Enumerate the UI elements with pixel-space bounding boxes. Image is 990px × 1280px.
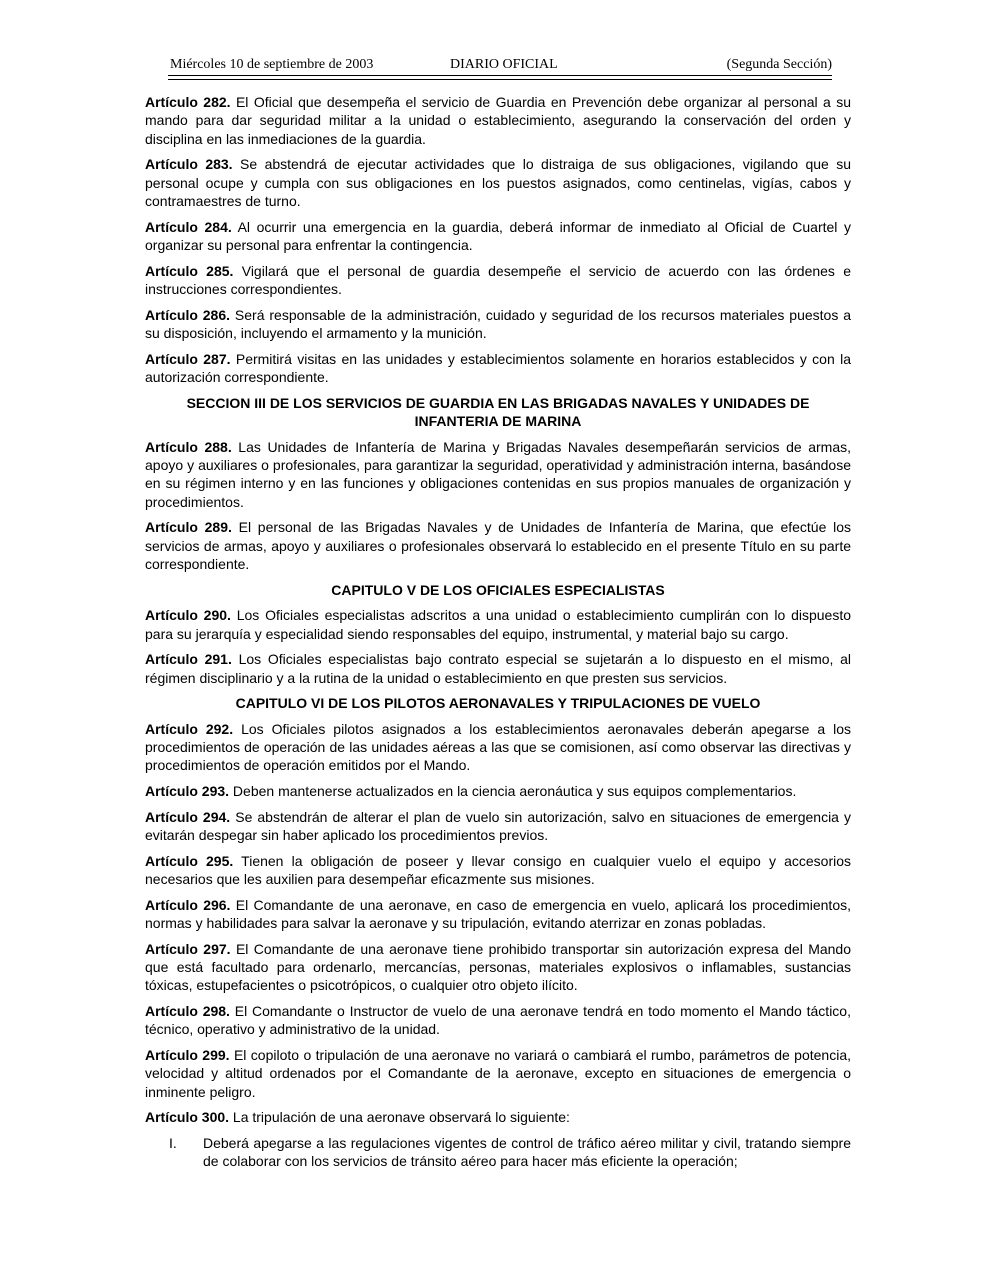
article-text: Se abstendrán de alterar el plan de vuelo sin autorización, salvo en situaciones de emergencia y evitarán despegar sin haber aplicado los procedimientos previos.: [145, 808, 852, 844]
article-number: Artículo 300.: [145, 1109, 230, 1126]
article-number: Artículo 296.: [145, 896, 231, 913]
article-number: Artículo 293.: [145, 783, 230, 800]
article-number: Artículo 299.: [145, 1047, 230, 1064]
article-number: Artículo 282.: [145, 94, 231, 110]
article-text: Los Oficiales especialistas adscritos a una unidad o establecimiento cumplirán con lo dispuesto para su jerarquía y especialidad siendo responsables del equipo, instrumental, y material bajo su cargo.: [145, 607, 851, 642]
article-text: Será responsable de la administración, cuidado y seguridad de los recursos materiales puestos a su disposición, incluyendo el armamento y la munición.: [145, 306, 851, 342]
article-text: La tripulación de una aeronave observará lo siguiente:: [232, 1109, 570, 1126]
list-marker: I.: [169, 1135, 177, 1152]
article-300-list: [145, 1134, 851, 1171]
document-body: [145, 93, 851, 1171]
header-section: (Segunda Sección): [726, 57, 832, 72]
article-number: Artículo 294.: [145, 808, 231, 825]
article-number: Artículo 295.: [145, 852, 234, 869]
article-293: [145, 782, 851, 800]
article-number: Artículo 291.: [145, 651, 232, 668]
article-300: [145, 1108, 851, 1126]
article-text: Los Oficiales pilotos asignados a los establecimientos aeronavales deberán apegarse a los procedimientos de operación de las unidades aéreas a las que se comisionen, así como observar las directivas y procedimientos de operación emitidos por el Mando.: [145, 720, 852, 774]
articles-group-d: [145, 720, 851, 1127]
article-296: [145, 896, 851, 933]
chapter-5-heading: CAPITULO V DE LOS OFICIALES ESPECIALISTAS: [331, 581, 665, 598]
article-text: Al ocurrir una emergencia en la guardia, deberá informar de inmediato al Oficial de Cuartel y organizar su personal para enfrentar la contingencia.: [145, 218, 852, 254]
article-number: Artículo 292.: [145, 720, 234, 737]
article-text: El Comandante o Instructor de vuelo de una aeronave tendrá en todo momento el Mando táctico, técnico, operativo y administrativo de la unidad.: [145, 1003, 851, 1038]
article-number: Artículo 298.: [145, 1003, 230, 1020]
header-publication: DIARIO OFICIAL: [450, 57, 558, 72]
list-item-text: Deberá apegarse a las regulaciones vigentes de control de tráfico aéreo militar y civil, tratando siempre de colaborar con los servicios de tránsito aéreo para hacer más eficiente la operación;: [203, 1135, 851, 1170]
article-text: El personal de las Brigadas Navales y de Unidades de Infantería de Marina, que efectúe los servicios de armas, apoyo y auxiliares o profesionales observará lo establecido en el presente Título en su parte correspondiente.: [145, 519, 852, 573]
article-text: Tienen la obligación de poseer y llevar consigo en cualquier vuelo el equipo y accesorios necesarios que les auxilien para desempeñar eficazmente sus misiones.: [145, 852, 852, 888]
article-295: [145, 852, 851, 889]
article-number: Artículo 285.: [145, 262, 234, 279]
chapter-6-heading: CAPITULO VI DE LOS PILOTOS AERONAVALES Y TRIPULACIONES DE VUELO: [235, 695, 761, 712]
article-291: [145, 650, 851, 687]
article-text: El Oficial que desempeña el servicio de Guardia en Prevención debe organizar al personal a su mando para dar seguridad militar a la unidad o establecimiento, asegurando la conservación del orden y disciplina en las inmediaciones de la guardia.: [145, 94, 851, 147]
article-number: Artículo 284.: [145, 218, 232, 235]
article-297: [145, 940, 851, 995]
article-299: [145, 1046, 851, 1101]
article-number: Artículo 288.: [145, 438, 232, 455]
articles-group-b: [145, 438, 851, 574]
article-number: Artículo 287.: [145, 350, 231, 367]
article-number: Artículo 289.: [145, 519, 232, 536]
articles-group-a: [145, 93, 851, 387]
article-285: [145, 262, 851, 299]
article-text: El Comandante de una aeronave tiene prohibido transportar sin autorización expresa del Mando que está facultado para ordenarlo, mercancías, personas, materiales explosivos o inflamables, sustancias tóxicas, estupefacientes o psicotrópicos, o cualquier otro objeto ilícito.: [145, 940, 852, 994]
article-282: [145, 93, 851, 148]
header-rule: [168, 75, 832, 80]
article-292: [145, 720, 851, 775]
article-text: Las Unidades de Infantería de Marina y Brigadas Navales desempeñarán servicios de armas, apoyo y auxiliares o profesionales, para garantizar la seguridad, operatividad y administración interna, basándose en su régimen interno y en las funciones y obligaciones contenidas en sus propios manuales de organización y procedimientos.: [145, 438, 852, 510]
list-item: [145, 1134, 851, 1171]
article-287: [145, 350, 851, 387]
article-text: Se abstendrá de ejecutar actividades que lo distraiga de sus obligaciones, vigilando que su personal ocupe y cumpla con sus obligaciones en los puestos asignados, como centinelas, vigías, cabos y contramaestres de turno.: [145, 156, 852, 210]
header-date: Miércoles 10 de septiembre de 2003: [170, 57, 374, 72]
article-284: [145, 218, 851, 255]
articles-group-c: [145, 606, 851, 687]
article-text: Vigilará que el personal de guardia desempeñe el servicio de acuerdo con las órdenes e instrucciones correspondientes.: [145, 262, 852, 298]
article-290: [145, 606, 851, 643]
article-286: [145, 306, 851, 343]
article-text: El copiloto o tripulación de una aeronave no variará o cambiará el rumbo, parámetros de potencia, velocidad y altitud ordenados por el Comandante de la aeronave, excepto en situaciones de emergencia o inminente peligro.: [145, 1047, 852, 1100]
article-number: Artículo 297.: [145, 940, 231, 957]
article-text: Permitirá visitas en las unidades y establecimientos solamente en horarios establecidos y con la autorización correspondiente.: [145, 350, 851, 386]
article-289: [145, 518, 851, 573]
article-283: [145, 155, 851, 210]
article-text: Los Oficiales especialistas bajo contrato especial se sujetarán a lo dispuesto en el mismo, al régimen disciplinario y a la rutina de la unidad o establecimiento en que presten sus servicios.: [145, 651, 852, 686]
article-294: [145, 808, 851, 845]
article-number: Artículo 283.: [145, 156, 233, 173]
article-288: [145, 438, 851, 512]
article-298: [145, 1002, 851, 1039]
section-3-heading: SECCION III DE LOS SERVICIOS DE GUARDIA EN LAS BRIGADAS NAVALES Y UNIDADES DE INFANTERIA DE MARINA: [186, 394, 810, 430]
article-text: El Comandante de una aeronave, en caso de emergencia en vuelo, aplicará los procedimientos, normas y habilidades para salvar la aeronave y su tripulación, evitando aterrizar en zonas pobladas.: [145, 896, 851, 932]
article-number: Artículo 290.: [145, 607, 231, 624]
article-text: Deben mantenerse actualizados en la ciencia aeronáutica y sus equipos complementarios.: [232, 783, 797, 800]
article-number: Artículo 286.: [145, 306, 231, 323]
page-header: [168, 56, 832, 76]
